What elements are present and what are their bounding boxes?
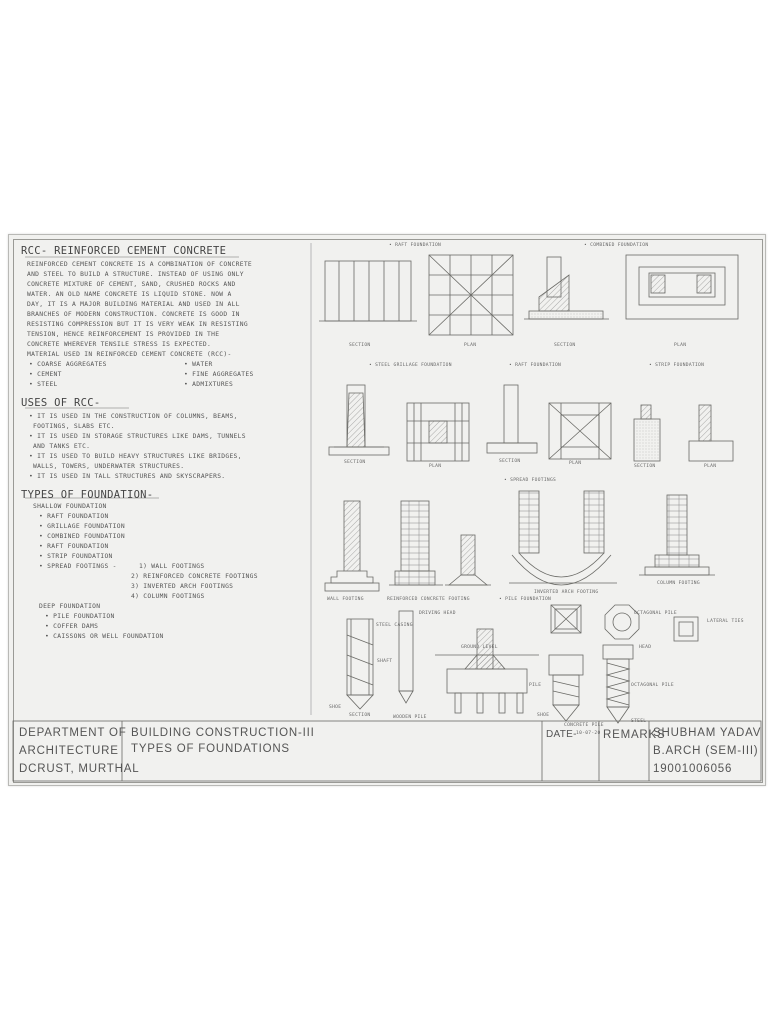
grillage-plan-drawing — [407, 403, 469, 461]
rcc-line: DAY, IT IS A MAJOR BUILDING MATERIAL AND USED IN ALL — [27, 301, 240, 308]
uses-line: FOOTINGS, SLABS ETC. — [33, 423, 115, 430]
section-label: SECTION — [499, 459, 521, 464]
spread-item: 1) WALL FOOTINGS — [139, 563, 205, 570]
shallow-item: • RAFT FOUNDATION — [39, 513, 109, 520]
uses-heading: USES OF RCC- — [21, 397, 101, 409]
raft2-title: • RAFT FOUNDATION — [509, 363, 562, 368]
shallow-item: • COMBINED FOUNDATION — [39, 533, 125, 540]
pile-label: PILE — [529, 683, 542, 688]
rcc-line: RESISTING COMPRESSION BUT IT IS VERY WEAK IN RESISTING — [27, 321, 248, 328]
section-label: SECTION — [634, 464, 656, 469]
date-value: 10-07-20 — [576, 731, 601, 736]
inverted-label: INVERTED ARCH FOOTING — [534, 590, 599, 595]
strip-foundation-drawing — [634, 405, 733, 461]
subject-line: TYPES OF FOUNDATIONS — [131, 743, 290, 755]
shallow-item: • RAFT FOUNDATION — [39, 543, 109, 550]
combined-title: • COMBINED FOUNDATION — [584, 243, 649, 248]
ground-level-label: GROUND LEVEL — [461, 645, 498, 650]
octagonal-label: OCTAGONAL PILE — [634, 611, 677, 616]
inverted-arch-drawing — [509, 491, 617, 585]
section-label: SECTION — [349, 343, 371, 348]
spread-item: 3) INVERTED ARCH FOOTINGS — [131, 583, 234, 590]
date-label: DATE- — [546, 729, 577, 740]
plan-label: PLAN — [674, 343, 687, 348]
uses-line: WALLS, TOWERS, UNDERWATER STRUCTURES. — [33, 463, 185, 470]
student-line: 19001006056 — [653, 763, 733, 775]
octagonal-label: OCTAGONAL PILE — [631, 683, 674, 688]
uses-line: • IT IS USED IN THE CONSTRUCTION OF COLUMNS, BEAMS, — [29, 413, 238, 420]
rcc-line: MATERIAL USED IN REINFORCED CEMENT CONCRETE (RCC)- — [27, 351, 232, 358]
column-footing-drawing — [639, 495, 715, 575]
material-item: • COARSE AGGREGATES — [29, 361, 107, 368]
concrete-pile-drawing — [549, 655, 583, 721]
pile-title: • PILE FOUNDATION — [499, 597, 552, 602]
uses-line: • IT IS USED IN TALL STRUCTURES AND SKYSCRAPERS. — [29, 473, 226, 480]
section-label: SECTION — [554, 343, 576, 348]
pile-section-drawing — [347, 619, 373, 709]
lateral-ties-label: LATERAL TIES — [707, 619, 744, 624]
subject-line: BUILDING CONSTRUCTION-III — [131, 727, 315, 739]
wooden-pile-label: WOODEN PILE — [393, 715, 427, 720]
student-line: B.ARCH (SEM-III) — [653, 745, 759, 757]
uses-line: • IT IS USED IN STORAGE STRUCTURES LIKE DAMS, TUNNELS — [29, 433, 246, 440]
remarks-label: REMARKS — [603, 729, 666, 741]
combined-section-drawing — [524, 257, 609, 319]
spread-item: 2) REINFORCED CONCRETE FOOTINGS — [131, 573, 258, 580]
reinforced-footing-drawing — [389, 501, 443, 585]
dept-line: ARCHITECTURE — [19, 745, 119, 757]
raft-section-2-drawing — [487, 385, 537, 453]
raft-plan-drawing — [429, 255, 513, 335]
rcc-heading: RCC- REINFORCED CEMENT CONCRETE — [21, 245, 227, 257]
raft-plan-2-drawing — [549, 403, 611, 459]
rcc-line: CONCRETE MIXTURE OF CEMENT, SAND, CRUSHED ROCKS AND — [27, 281, 236, 288]
rcc-line: AND STEEL TO BUILD A STRUCTURE. INSTEAD OF USING ONLY — [27, 271, 244, 278]
section-label: SECTION — [349, 713, 371, 718]
uses-line: AND TANKS ETC. — [33, 443, 91, 450]
shaft-label: SHAFT — [377, 659, 393, 664]
shoe-label: SHOE — [537, 713, 550, 718]
material-item: • WATER — [184, 361, 213, 368]
uses-line: • IT IS USED TO BUILD HEAVY STRUCTURES LIKE BRIDGES, — [29, 453, 242, 460]
raft-section-drawing — [319, 261, 417, 321]
pile-cap-drawing — [435, 629, 542, 713]
shallow-item: • SPREAD FOOTINGS - — [39, 563, 117, 570]
student-line: SHUBHAM YADAV — [653, 727, 762, 739]
material-item: • ADMIXTURES — [184, 381, 234, 388]
rcc-line: BRANCHES OF MODERN CONSTRUCTION. CONCRETE IS GOOD IN — [27, 311, 240, 318]
concrete-footing-drawing — [445, 535, 491, 585]
section-label: SECTION — [344, 460, 366, 465]
rcc-line: TENSION, HENCE REINFORCEMENT IS PROVIDED IN THE — [27, 331, 220, 338]
wall-footing-label: WALL FOOTING — [327, 597, 364, 602]
combined-plan-drawing — [626, 255, 738, 319]
shallow-item: • STRIP FOUNDATION — [39, 553, 113, 560]
steel-label: STEEL — [631, 719, 647, 724]
rcc-line: REINFORCED CEMENT CONCRETE IS A COMBINATION OF CONCRETE — [27, 261, 253, 268]
steel-casing-label: STEEL CASING — [376, 623, 413, 628]
rcc-line: CONCRETE WHEREVER TENSILE STRESS IS EXPECTED. — [27, 341, 212, 348]
grillage-section-drawing — [329, 385, 389, 455]
grillage-title: • STEEL GRILLAGE FOUNDATION — [369, 363, 452, 368]
column-footing-label: COLUMN FOOTING — [657, 581, 700, 586]
octagonal-pile-drawing — [603, 645, 633, 723]
material-item: • STEEL — [29, 381, 58, 388]
raft-title: • RAFT FOUNDATION — [389, 243, 442, 248]
deep-item: • PILE FOUNDATION — [45, 613, 115, 620]
dept-line: DEPARTMENT OF — [19, 727, 127, 739]
dept-line: DCRUST, MURTHAL — [19, 763, 140, 775]
strip-title: • STRIP FOUNDATION — [649, 363, 705, 368]
reinforced-label: REINFORCED CONCRETE FOOTING — [387, 597, 470, 602]
plan-label: PLAN — [429, 464, 442, 469]
drawing-sheet — [8, 234, 766, 786]
shallow-title: SHALLOW FOUNDATION — [33, 503, 107, 510]
rcc-line: WATER. AN OLD NAME CONCRETE IS LIQUID STONE. NOW A — [27, 291, 232, 298]
head-label: HEAD — [639, 645, 652, 650]
material-item: • FINE AGGREGATES — [184, 371, 254, 378]
shallow-item: • GRILLAGE FOUNDATION — [39, 523, 125, 530]
spread-title: • SPREAD FOOTINGS — [504, 478, 557, 483]
plan-label: PLAN — [704, 464, 717, 469]
square-pile-plan-drawing — [551, 605, 581, 633]
plan-label: PLAN — [464, 343, 477, 348]
deep-item: • COFFER DAMS — [45, 623, 99, 630]
plan-label: PLAN — [569, 461, 582, 466]
wall-footing-drawing — [325, 501, 379, 591]
deep-title: DEEP FOUNDATION — [39, 603, 101, 610]
deep-item: • CAISSONS OR WELL FOUNDATION — [45, 633, 164, 640]
driving-head-label: DRIVING HEAD — [419, 611, 456, 616]
lateral-ties-drawing — [674, 617, 698, 641]
shoe-label: SHOE — [329, 705, 342, 710]
concrete-pile-label: CONCRETE PILE — [564, 723, 604, 728]
material-item: • CEMENT — [29, 371, 62, 378]
types-heading: TYPES OF FOUNDATION- — [21, 489, 154, 501]
spread-item: 4) COLUMN FOOTINGS — [131, 593, 205, 600]
